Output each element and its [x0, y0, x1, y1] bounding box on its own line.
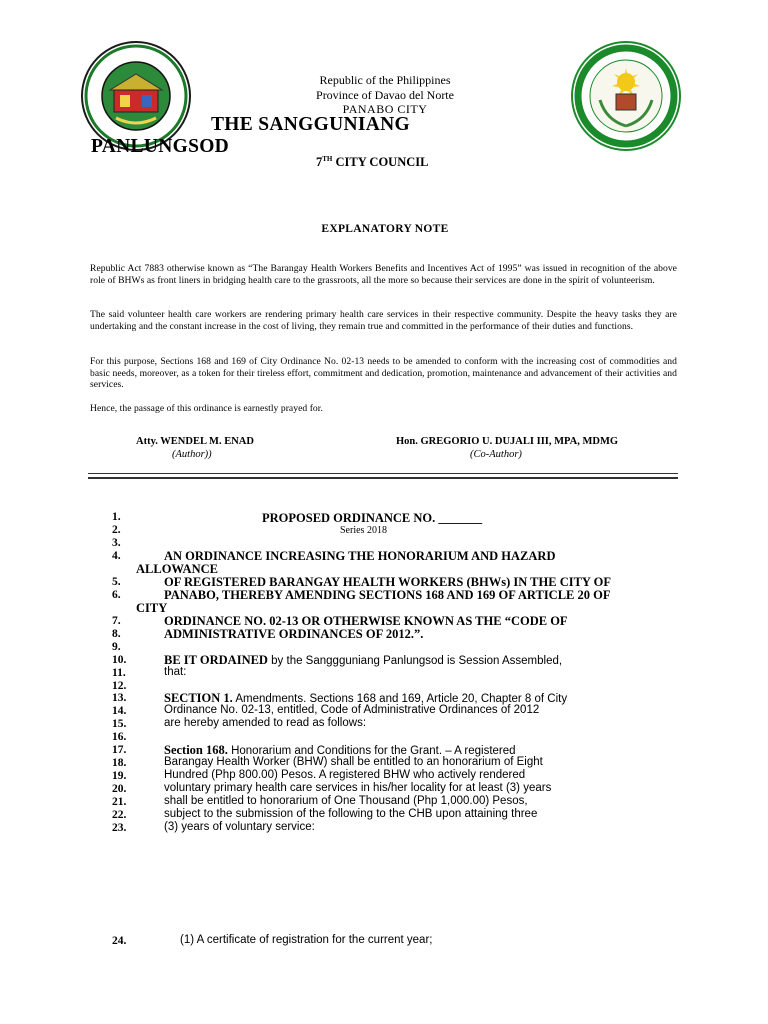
line-number: 18. [112, 757, 127, 769]
ordinance-heading-line: AN ORDINANCE INCREASING THE HONORARIUM AND HAZARD [164, 549, 556, 563]
line-number: 2. [112, 524, 121, 536]
ordinance-title: PROPOSED ORDINANCE NO. _______ [262, 511, 483, 525]
line-number: 14. [112, 705, 127, 717]
ordained-rest: by the Sanggguniang Panlungsod is Session Assembled, [267, 655, 563, 667]
line-number: 10. [112, 654, 127, 666]
body-line: shall be entitled to honorarium of One Thousand (Php 1,000.00) Pesos, [164, 795, 528, 807]
ordinance-heading-line: PANABO, THEREBY AMENDING SECTIONS 168 AND 169 OF ARTICLE 20 OF [164, 588, 611, 602]
section1-rest: Amendments. Sections 168 and 169, Article 20, Chapter 8 of City [232, 693, 568, 705]
note-paragraph-4: Hence, the passage of this ordinance is earnestly prayed for. [90, 403, 323, 414]
section168-bold: Section 168. [164, 743, 228, 757]
council-number: 7 [316, 155, 323, 170]
line-number: 3. [112, 537, 121, 549]
note-paragraph-3: For this purpose, Sections 168 and 169 of City Ordinance No. 02-13 needs to be amended to conform with the increasing cost of commodities and basic needs, moreover, as a token for their tireless effort, commitment and dedication, promotion, maintenance and advancement of their activities and services. [90, 356, 677, 391]
body-line: (3) years of voluntary service: [164, 821, 315, 833]
author-name: Atty. WENDEL M. ENAD [136, 436, 254, 447]
line-number: 12. [112, 680, 127, 692]
line-number: 5. [112, 576, 121, 588]
council-suffix: TH [322, 155, 333, 163]
body-line: that: [164, 666, 187, 678]
body-line: Hundred (Php 800.00) Pesos. A registered BHW who actively rendered [164, 769, 526, 781]
ordinance-heading-line: ORDINANCE NO. 02-13 OR OTHERWISE KNOWN AS THE “CODE OF [164, 614, 568, 628]
body-line: Ordinance No. 02-13, entitled, Code of Administrative Ordinances of 2012 [164, 704, 540, 716]
note-paragraph-2: The said volunteer health care workers are rendering primary health care services in their respective community. Despite the heavy tasks they are undertaking and the constant increase in the cost of living, they remain true and committed in the performance of their duties and functions. [90, 309, 677, 332]
section1-bold: SECTION 1. [164, 691, 233, 705]
ordained-bold: BE IT ORDAINED [164, 653, 268, 667]
header-title-line1: THE SANGGUNIANG [211, 114, 410, 135]
ordained-line [164, 653, 562, 668]
line-number: 4. [112, 550, 121, 562]
header-republic: Republic of the Philippines [319, 73, 451, 87]
line-number: 9. [112, 641, 121, 653]
line-number: 7. [112, 615, 121, 627]
line-number: 1. [112, 511, 121, 523]
line-number: 11. [112, 667, 126, 679]
divider-bottom [88, 477, 678, 479]
coauthor-name: Hon. GREGORIO U. DUJALI III, MPA, MDMG [396, 436, 619, 447]
line-number: 22. [112, 809, 127, 821]
body-line: are hereby amended to read as follows: [164, 717, 367, 729]
header-province: Province of Davao del Norte [316, 88, 454, 102]
note-paragraph-1: Republic Act 7883 otherwise known as “The Barangay Health Workers Benefits and Incentives Act of 1995” was issued in recognition of the above role of BHWs as front liners in bridging health care to the grassroots, all the more so because their services are done in the spirit of volunteerism. [90, 263, 677, 286]
ordinance-heading-line: OF REGISTERED BARANGAY HEALTH WORKERS (BHWs) IN THE CITY OF [164, 575, 611, 589]
seal-text [570, 40, 571, 41]
ordinance-heading-line: ADMINISTRATIVE ORDINANCES OF 2012.”. [164, 627, 424, 641]
body-line: Barangay Health Worker (BHW) shall be entitled to an honorarium of Eight [164, 756, 543, 768]
line-number: 20. [112, 783, 127, 795]
body-line: (1) A certificate of registration for the current year; [180, 934, 433, 946]
sangguniang-panlungsod-seal [570, 40, 682, 152]
line-number: 21. [112, 796, 127, 808]
section168-rest: Honorarium and Conditions for the Grant. – A registered [227, 745, 516, 757]
line-number: 6. [112, 589, 121, 601]
line-number: 13. [112, 692, 127, 704]
line-number: 8. [112, 628, 121, 640]
line-number: 24. [112, 935, 127, 947]
coauthor-role: (Co-Author) [470, 449, 522, 460]
divider-top [88, 473, 678, 474]
ordinance-heading-line: ALLOWANCE [136, 562, 218, 576]
header-city: PANABO CITY [342, 102, 428, 116]
line-number: 23. [112, 822, 127, 834]
ordinance-series: Series 2018 [340, 525, 387, 536]
line-number: 15. [112, 718, 127, 730]
body-line: voluntary primary health care services in his/her locality for at least (3) years [164, 782, 552, 794]
line-number: 16. [112, 731, 127, 743]
explanatory-note-heading: EXPLANATORY NOTE [321, 223, 449, 235]
line-number: 19. [112, 770, 127, 782]
body-line: subject to the submission of the following to the CHB upon attaining three [164, 808, 538, 820]
header-title-line2: PANLUNGSOD [91, 136, 230, 157]
header-council [316, 155, 428, 170]
author-role: (Author)) [172, 449, 212, 460]
seal-text [80, 40, 81, 41]
council-text: CITY COUNCIL [332, 155, 429, 170]
line-number: 17. [112, 744, 127, 756]
ordinance-heading-line: CITY [136, 601, 168, 615]
